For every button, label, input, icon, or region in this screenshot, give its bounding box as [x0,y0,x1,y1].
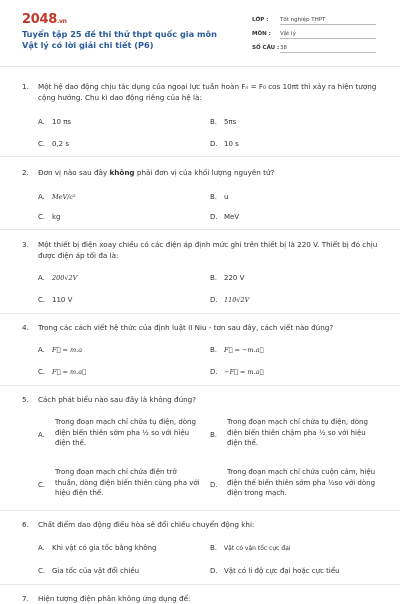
question-4-option-b[interactable]: B. F⃗ = −m.a⃗ [210,346,264,354]
question-divider [0,584,400,585]
question-6-option-a[interactable]: A. Khi vật có gia tốc bằng không [38,544,157,552]
question-2-option-d[interactable]: D. MeV [210,213,240,221]
question-5-option-c[interactable]: Trong đoạn mạch chỉ chứa điện trở thuần, dòng điện biến thiên cùng pha với hiệu điện thế. [55,468,200,497]
question-2-option-a[interactable]: A. MeV/c² [38,193,76,201]
header-divider [0,66,400,67]
meta-lop: LỚP : Tốt nghiệp THPT [252,17,376,25]
question-6-option-d[interactable]: D. Vật có li độ cực đại hoặc cực tiểu [210,567,340,575]
question-7-number: 7. [22,594,29,603]
question-1-number: 1. [22,82,29,91]
site-logo[interactable]: 2048.vn [22,12,67,27]
question-5-option-c-letter: C. [38,481,46,489]
question-3-option-b[interactable]: B. 220 V [210,274,245,282]
question-5-option-b-letter: B. [210,431,218,439]
meta-so-cau: SỐ CÂU :38 [252,45,376,53]
question-5-option-d[interactable]: Trong đoạn mạch chỉ chứa cuộn cảm, hiệu điện thế biến thiên sớm pha ½so với dòng điện trong mạch. [227,468,376,497]
question-4-number: 4. [22,323,29,332]
question-2-option-b[interactable]: B. u [210,193,229,201]
question-5-stem: Cách phát biểu nào sau đây là không đúng? [38,395,197,404]
question-7-stem: Hiện tượng điện phân không ứng dụng để: [38,594,191,603]
question-divider [0,156,400,157]
question-3-stem: Một thiết bị điện xoay chiều có các điện áp định mức ghi trên thiết bị là 220 V. Thiết bị đó chịu được điện áp tối đa là: [38,240,378,260]
question-6-number: 6. [22,520,29,529]
question-4-option-a[interactable]: A. F⃗ = m.a [38,346,83,354]
question-5-option-d-letter: D. [210,481,218,489]
question-3-option-c[interactable]: C. 110 V [38,296,73,304]
question-3-number: 3. [22,240,29,249]
question-6-option-c[interactable]: C. Gia tốc của vật đổi chiều [38,567,140,575]
question-4-stem: Trong các cách viết hệ thức của định luật II Niu - tơn sau đây, cách viết nào đúng? [38,323,334,332]
question-1-option-d[interactable]: D. 10 s [210,140,239,148]
document-title: Tuyển tập 25 đề thi thử thpt quốc gia môn Vật lý có lời giải chi tiết (P6) [22,29,217,50]
question-1-stem: Một hệ dao động chịu tác dụng của ngoại lực tuần hoàn Fₙ = F₀ cos 10πt thì xảy ra hiện tượng cộng hưởng. Chu kì dao động riêng của hệ là: [38,82,377,102]
question-divider [0,313,400,314]
document-header [0,0,400,64]
question-1-option-c[interactable]: C. 0,2 s [38,140,70,148]
question-2-stem: Đơn vị nào sau đây không phải đơn vị của khối lượng nguyên tử? [38,168,275,177]
question-5-number: 5. [22,395,29,404]
question-6-option-b[interactable]: B. Vật có vận tốc cực đại [210,544,291,552]
question-divider [0,510,400,511]
question-2-option-c[interactable]: C. kg [38,213,61,221]
question-1-option-b[interactable]: B. 5πs [210,118,237,126]
question-3-option-d[interactable]: D. 110√2V [210,296,250,304]
question-divider [0,229,400,230]
question-5-option-a[interactable]: Trong đoạn mạch chỉ chứa tụ điện, dòng điện biến thiên sớm pha ½ so với hiệu điện thế. [55,418,196,447]
question-3-option-a[interactable]: A. 200√2V [38,274,78,282]
question-4-option-c[interactable]: C. F⃗ = m.a⃗ [38,368,86,376]
question-5-option-b[interactable]: Trong đoạn mạch chỉ chứa tụ điện, dòng điện biến thiên chậm pha ½ so với hiệu điện thế. [227,418,368,447]
question-5-option-a-letter: A. [38,431,45,439]
meta-mon: MÔN : Vật lý [252,31,376,39]
question-4-option-d[interactable]: D. −F⃗ = m.a⃗ [210,368,264,376]
question-6-stem: Chất điểm dao động điều hòa sẽ đổi chiều chuyển động khi: [38,520,255,529]
question-1-option-a[interactable]: A. 10 πs [38,118,71,126]
question-2-number: 2. [22,168,29,177]
question-divider [0,385,400,386]
